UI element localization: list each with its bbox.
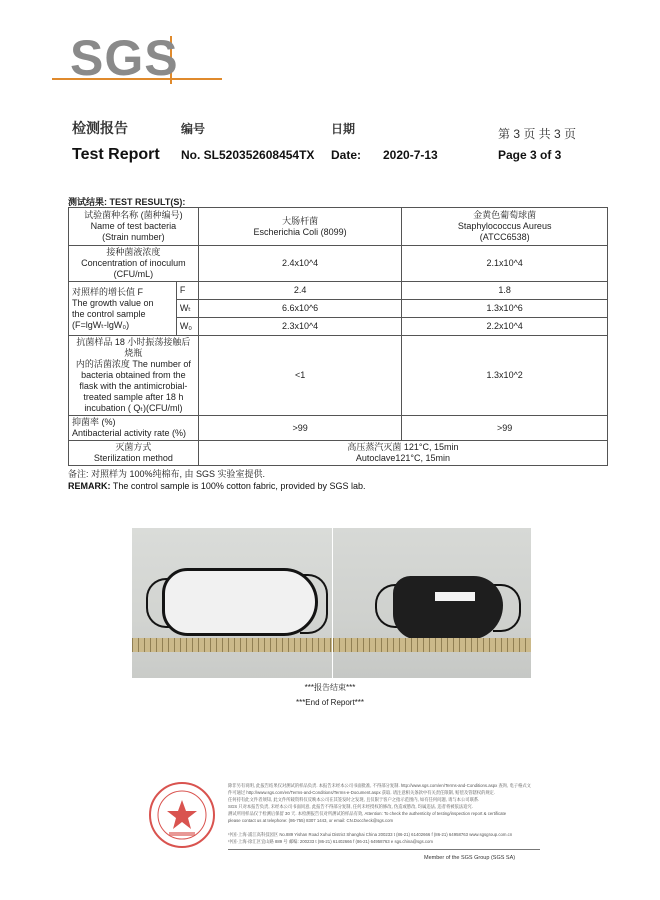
footer-divider — [228, 849, 540, 850]
table-row — [69, 336, 608, 416]
logo-text: SGS — [70, 30, 179, 86]
report-number-label-cn: 编号 — [181, 122, 206, 136]
growth-f-ecoli: 2.4 — [198, 282, 402, 300]
bacteria-name-header: 试验菌种名称 (菌种编号) Name of test bacteria (Strain number) — [69, 208, 199, 246]
growth-symbol: Wₜ — [176, 300, 198, 318]
staph-header: 金黄色葡萄球菌 Staphylococcus Aureus (ATCC6538) — [402, 208, 608, 246]
ecoli-header: 大肠杆菌 Escherichia Coli (8099) — [198, 208, 402, 246]
page-indicator-cn: 第 3 页 共 3 页 — [498, 127, 577, 141]
footer-terms-line: 件可通过 http://www.sgs.com/en/Terms-and-Conditions/Terms-e-Document.aspx 获取. 请注意相关条款中有关责任限制, 赔偿及管辖权的规定. — [228, 790, 496, 795]
end-of-report-cn: ***报告结束*** — [304, 683, 356, 692]
growth-w0-ecoli: 2.3x10^4 — [198, 318, 402, 336]
inoculum-ecoli: 2.4x10^4 — [198, 246, 402, 282]
ruler-ticks — [333, 638, 531, 652]
company-seal-icon — [147, 780, 217, 850]
footer-terms-line: please contact us at telephone: (86-755) 8307 1443, or email: CN.Doccheck@sgs.com — [228, 818, 394, 823]
results-title: 测试结果: TEST RESULT(S): — [68, 197, 186, 207]
end-of-report-en: ***End of Report*** — [295, 698, 365, 707]
report-date-value: 2020-7-13 — [383, 148, 438, 162]
footer-address-line: 中国·上海·浦江高科技园区 No.889 Yishan Road Xuhui District Shanghai China 200233 t (86-21) 61402666 f (86-21) 64958763 www.sgsgroup.com.cn — [228, 832, 513, 837]
treated-sample-photo — [333, 528, 531, 678]
treated-staph: 1.3x10^2 — [402, 336, 608, 416]
ruler-ticks — [132, 638, 332, 652]
footer-member: Member of the SGS Group (SGS SA) — [424, 855, 516, 861]
inoculum-staph: 2.1x10^4 — [402, 246, 608, 282]
table-row — [69, 441, 608, 466]
remark-cn: 备注: 对照样为 100%纯棉布, 由 SGS 实验室提供. — [68, 469, 266, 479]
remark-en: REMARK: The control sample is 100% cotton fabric, provided by SGS lab. — [68, 481, 366, 491]
report-date-label-cn: 日期 — [331, 122, 356, 136]
activity-rate-label: 抑菌率 (%) Antibacterial activity rate (%) — [69, 416, 199, 441]
sterilization-value: 高压蒸汽灭菌 121°C, 15min Autoclave121°C, 15min — [198, 441, 607, 466]
growth-symbol: F — [176, 282, 198, 300]
report-number: No. SL520352608454TX — [181, 148, 315, 162]
sterilization-label: 灭菌方式 Sterilization method — [69, 441, 199, 466]
black-mask — [393, 576, 503, 640]
table-row — [69, 246, 608, 282]
control-sample-photo — [132, 528, 332, 678]
growth-symbol: W₀ — [176, 318, 198, 336]
white-mask — [162, 568, 318, 636]
footer-address-line: 中国·上海·徐汇区宜山路 889 号 邮编: 200233 t (86-21) 61402666 f (86-21) 64958763 e sgs.china@sgs.com — [228, 839, 433, 844]
inoculum-label: 接种菌液浓度 Concentration of inoculum (CFU/mL) — [69, 246, 199, 282]
sgs-logo — [52, 28, 192, 90]
table-row — [69, 208, 608, 246]
footer-terms-line: 除非另有说明, 此报告结果仅对测试的样品负责. 本报告未经本公司书面批准, 不得部分复制. http://www.sgs.com/en/Terms-and-Conditions.aspx 查询, 电子格式文 — [228, 783, 531, 788]
report-date-label: Date: — [331, 148, 362, 162]
growth-label: 对照样的增长值 F The growth value on the control sample (F=lgWₜ-lgW₀) — [69, 282, 177, 336]
treated-ecoli: <1 — [198, 336, 402, 416]
activity-rate-staph: >99 — [402, 416, 608, 441]
growth-w0-staph: 2.2x10^4 — [402, 318, 608, 336]
report-title-cn: 检测报告 — [72, 120, 128, 136]
table-row — [69, 282, 608, 300]
treated-sample-label: 抗菌样品 18 小时振荡接触后烧瓶 内的活菌浓度 The number of bacteria obtained from the flask with the antimicrobial- treated sample after 18 h incubation ( Qₜ)(CFU/ml) — [69, 336, 199, 416]
footer-terms-line: 任何持有此文件者须知, 此文件所载资料仅反映本公司在其签发时之发现, 且仅限于客户之指示范围内, 如有任何问题, 请与本公司联系. — [228, 797, 480, 802]
footer-terms-line: 测试所用样品仅于检测后保留 30 天. 本检测报告仅对所测试的样品有效, Attention: To check the authenticity of testing/inspection report & certificate — [228, 811, 507, 816]
footer-terms-line: SGS 只对本报告负责, 未经本公司书面同意, 此报告不得部分复制, 任何未经授权的修改, 伪造或篡改, 均属违法, 违者将被依法追究. — [228, 804, 473, 809]
activity-rate-ecoli: >99 — [198, 416, 402, 441]
table-row — [69, 416, 608, 441]
growth-wt-ecoli: 6.6x10^6 — [198, 300, 402, 318]
results-table — [68, 207, 608, 466]
report-title-en: Test Report — [72, 146, 160, 163]
sample-tag — [435, 592, 475, 601]
page-indicator: Page 3 of 3 — [498, 148, 562, 162]
growth-f-staph: 1.8 — [402, 282, 608, 300]
growth-wt-staph: 1.3x10^6 — [402, 300, 608, 318]
